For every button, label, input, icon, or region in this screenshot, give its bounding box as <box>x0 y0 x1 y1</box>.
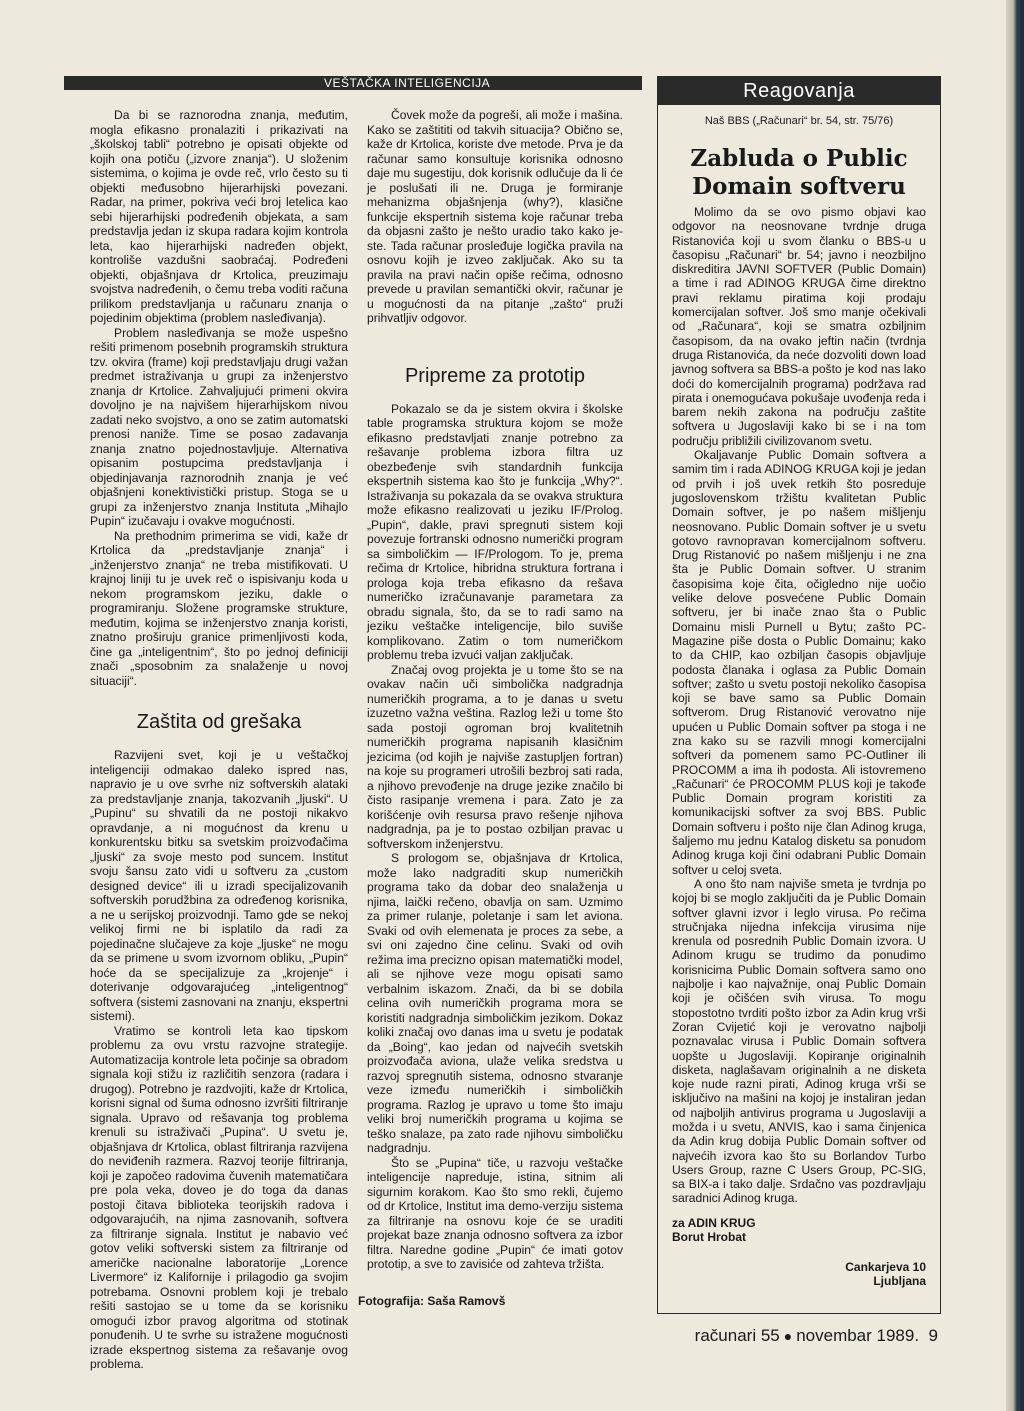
paragraph: A ono što nam najviše smeta je tvrdnja po kojoj bi se moglo zaključiti da je Public Domain softver glavni izvor i leglo virusa. Po rečima stručnjaka nijedna infekcija virusima nije krenula od posrednih Public Domain izvora. U Adinom krugu se trudimo da ponudimo korisnicima Public Domain softvera samo ono najbolje i kao najvažnije, onaj Public Domain koji je očišćen svih virusa. To mogu stopostotno tvrditi pošto izbor za Adin krug vrši Zoran Cvijetić koji je verovatno najbolji poznavalac virusa i Public Domain softvera uopšte u Jugoslaviji. Kopiranje originalnih disketa, naglašavam originalnih a ne disketa koje nude razni pirati, Adinog kruga vrši se isključivo na mašini na kojoj je instaliran jedan od najboljih antivirus programa u Jugoslaviji a možda i u svetu, ANVIS, kao i sama činjenica da Adin krug dobija Public Domain softver od najvećih izvora kao što su Borlandov Turbo Users Group, razne C Users Group, PC-SIG, sa BIX-a i tako dalje. Srdačno vas pozdravljaju saradnici Adinog kruga. <box>672 876 926 1206</box>
sidebar-title: Zabluda o Public Domain softveru <box>690 145 908 200</box>
signature <box>658 1216 940 1244</box>
sidebar-header: Reagovanja <box>658 77 940 105</box>
signature-name: Borut Hrobat <box>672 1229 746 1244</box>
paragraph: Čovek može da pogreši, ali može i mašina. Kako se zaštititi od takvih situacija? Obično se, kaže dr Krtolica, koriste dve metode. Prva je da računar samo konsultuje korisnika odnosno daje mu sugestiju, dok korisnik odlučuje da li će je poslušati ili ne. Druga je formiranje mehanizma objašnjenja (why?), klasične funkcije ekspertnih sistema koje računar treba da objasni zašto je nešto uradio tako kako je-ste. Tada računar prosleđuje logička pravila na osnovu kojih je izveo zaključak. Ako su ta pravila na pravi način opiše rečima, odnosno prevede u pravilan semantički okvir, računar je u mogućnosti da na pitanje „zašto“ pruži prihvatljiv odgovor. <box>367 108 623 325</box>
paragraph: Molimo da se ovo pismo objavi kao odgovor na neosnovane tvrdnje druga Ristanovića koji u svom članku o BBS-u u časopisu „Računari“ br. 54; javno i neozbiljno diskreditira JAVNI SOFTVER (Public Domain) a time i rad ADINOG KRUGA čime direktno pravi reklamu piratima koji prodaju komercijalan softver. Još smo manje očekivali od „Računara“, koji se smatra ozbiljnim časopisom, da na ovako jeftin način (tvrdnja druga Ristanovića, da neće dozvoliti down load javnog softvera sa BBS-a pošto je kod nas lako doći do komercijalnih programa) podržava rad pirata i onemogućava pokušaje uvođenja reda i barem nekih zakona na području zaštite softvera u Jugoslaviji kako bi se i na tom području približili civilizovanom svetu. <box>672 205 926 448</box>
magazine-issue: računari 55 <box>694 1326 780 1345</box>
sidebar-reference: Naš BBS („Računari“ br. 54, str. 75/76) <box>704 115 894 127</box>
paragraph: Na prethodnim primerima se vidi, kaže dr Krtolica da „predstavljanje znanja“ i „inženjerstvo znanja“ ne treba mistifikovati. U krajnoj liniji tu je uvek reč o ispisivanju koda u nekom programskom jeziku, dakle o programiranju. Složene programske strukture, međutim, kojima se inženjerstvo znanja koristi, znatno proširuju granice primenljivosti koda, čine ga „inteligentnim“, što po jednoj definiciji znači „sposobnim za snalaženje u novoj situaciji“. <box>90 528 348 688</box>
address-street: Cankarjeva 10 <box>845 1259 926 1274</box>
page-edge <box>1006 0 1024 1411</box>
article-column-1 <box>90 108 348 1372</box>
address <box>658 1260 940 1288</box>
address-city: Ljubljana <box>873 1273 926 1288</box>
paragraph: Problem nasleđivanja se može uspešno rešiti primenom posebnih programskih struktura tzv. okvira (frame) koji predstavljaju drugi važan predmet istraživanja u grupi za inženjerstvo znanja dr Krtolice. Zahvaljujući primeni okvira dovoljno je na najvišem hijerarhijskom nivou zadati neko svojstvo, a ono se zatim automatski prenosi naniže. Time se posao zadavanja znanja znatno pojednostavljuje. Alternativa opisanim postupcima predstavljanja i objedinjavanja raznorodnih znanja je već objašnjeni konektivistički pristup. Stoga se u grupi za inženjerstvo znanja Instituta „Mihajlo Pupin“ izučavaju i ovakve mogućnosti. <box>90 325 348 528</box>
page-number: 9 <box>928 1326 938 1345</box>
paragraph: Da bi se raznorodna znanja, međutim, mogla efikasno pronalaziti i prikazivati na „školskoj tabli“ potrebno je opisati objekte od kojih ona potiču („izvore znanja“). U složenim sistemima, o kojima je ovde reč, vrlo često su ti objekti međusobno hijerarhijski povezani. Radar, na primer, pokriva veći broj letelica kao sebi hijerarhijski podređenih objekata, a sam predstavlja jedan iz skupa radara kojim kontrola leta, kao hijerarhijski nadređen objekt, kontroliše vazdušni saobraćaj. Podređeni objekti, objašnjava dr Krtolica, preuzimaju svojstva nadređenih, o čemu treba voditi računa prilikom predstavljanja u računaru znanja o pojedinim objektima (problem nasleđivanja). <box>90 108 348 325</box>
paragraph: Okaljavanje Public Domain softvera a samim tim i rada ADINOG KRUGA koji je jedan od prvih i još uvek retkih što posreduje jugoslovenskom tržištu kvalitetan Public Domain softver, je po našem mišljenju neosnovano. Public Domain softver je u svetu gotovo ravnopravan komercijalnom softveru. Drug Ristanović po našem mišljenju i ne zna šta je Public Domain softver. U stranim časopisima koje čita, očigledno nije uočio velike delove posvećene Public Domain softveru, jer bi inače znao šta o Public Domainu misli Purnell u Bytu; zašto PC-Magazine piše dosta o Public Domainu; kako to da CHIP, kao ozbiljan časopis objavljuje podosta članaka i oglasa za Public Domain softver; zašto u svetu postoji nekoliko časopisa koji se bave samo sa Public Domain softverom. Drug Ristanović verovatno nije upućen u Public Domain softver pa stoga i ne zna kako su se razvili mnogi komercijalni softveri da pomenem samo PC-Outliner ili PROCOMM a ima ih podosta. Ali istovremeno „Računari“ će PROCOMM PLUS koji je takođe Public Domain program koristiti za komunikacijski softver za svoj BBS. Public Domain softveru i pošto nije član Adinog kruga, šaljemo mu jednu Katalog disketu sa ponudom Adinog kruga koji čini odabrani Public Domain softver u celoj sveta. <box>672 448 926 877</box>
article-column-2 <box>367 108 623 1272</box>
issue-date: novembar 1989. <box>796 1326 920 1345</box>
paragraph: Značaj ovog projekta je u tome što se na ovakav način uči simbolička nadgradnja numeričkih programa, a to je danas u svetu izuzetno važna veština. Razlog leži u tome što sada postoji ogroman broj kvalitetnih numeričkih programa napisanih klasičnim jezicima (od kojih je najviše zastupljen fortran) na koje su programeri utrošili bezbroj sati rada, a njihovo prevođenje na druge jezike značilo bi čisto rasipanje vremena i para. Zato je za korišćenje ovih resursa pravo rešenje njihova nadgradnja, pa je to postao ozbiljan pravac u softverskom inženjerstvu. <box>367 662 623 851</box>
photo-credit: Fotografija: Saša Ramovš <box>358 1294 506 1308</box>
paragraph: Pokazalo se da je sistem okvira i školske table programska struktura kojom se može efikasno predstavljati znanje potrebno za rešavanje problema izbora filtra uz obezbeđenje svih standardnih funkcija ekspertnih sistema kao što je funkcija „Why?“. Istraživanja su pokazala da se ovakva struktura može efikasno realizovati u jeziku IF/Prolog. „Pupin“, dakle, pravi spregnuti sistem koji povezuje fortranski odnosno numerički program sa simboličkim — IF/Prologom. To je, prema rečima dr Krtolice, hibridna struktura fortrana i prologa koja treba efikasno da rešava numeričko izračunavanje parametara za obradu signala, što, da se to radi samo na jeziku veštačke inteligencije, bilo suviše komplikovano. Zatim o tom numeričkom problemu treba izvući valjan zaključak. <box>367 401 623 662</box>
signature-line: za ADIN KRUG <box>672 1215 756 1230</box>
sidebar-body <box>658 205 940 1206</box>
paragraph: Što se „Pupina“ tiče, u razvoju veštačke inteligencije napreduje, istina, sitnim ali sigurnim korakom. Kao što smo rekli, čujemo od dr Krtolice, Institut ima demo-verziju sistema za filtriranje na osnovu koje će se uraditi projekat baze znanja odnosno softvera za izbor filtra. Naredne godine „Pupin“ će imati gotov prototip, a sve to zavisiće od zahteva tržišta. <box>367 1155 623 1271</box>
subheading: Zaštita od grešaka <box>136 711 302 733</box>
bullet-icon: ● <box>783 1328 793 1344</box>
section-header-bar <box>64 76 642 90</box>
paragraph: Razvijeni svet, koji je u veštačkoj inteligenciji odmakao daleko ispred nas, napravio je u ove svrhe niz softverskih alataki za predstavljanje znanja, takozvanih „ljuski“. U „Pupinu“ su shvatili da ne postoji nikakvo opravdanje, a ni mogućnost da krenu u konkurentsku bitku sa svetskim proizvođačima „ljuski“ za svoje mesto pod suncem. Institut svoju šansu zato vidi u softveru za „custom designed device“ ili u izradi specijalizovanih softverskih porudžbina za određenog korisnika, a ne u serijskoj proizvodnji. Tamo gde se nekoj velikoj firmi ne bi isplatilo da radi za pojedinačne slučajeve za koje „ljuske“ ne mogu da se primene u svom izvornom obliku, „Pupin“ hoće da se specijalizuje za „krojenje“ i doterivanje odgovarajućeg „inteligentnog“ softvera (sistemi zasnovani na znanju, ekspertni sistemi). <box>90 748 348 1023</box>
paragraph: Vratimo se kontroli leta kao tipskom problemu za ovu vrstu razvojne strategije. Automatizacija kontrole leta počinje sa obradom signala koji stižu iz različitih senzora (radara i drugog). Potrebno je razdvojiti, kaže dr Krtolica, korisni signal od šuma odnosno izvršiti filtriranje signala. Upravo od rešavanja tog problema krenuli su istraživači „Pupina“. U svetu je, objašnjava dr Krtolica, oblast filtriranja razvijena do neviđenih razmera. Razvoj teorije filtriranja, koji je započeo radovima čuvenih matematičara pre pola veka, doveo je do toga da danas postoji čitava biblioteka teorijskih radova i odgovarajućih, na njima zasnovanih, softvera za filtriranje signala. Institut je nabavio već gotov veliki softverski sistem za filtriranje od američke nacionalne laboratorije „Lorence Livermore“ iz Kalifornije i prilagodio ga svojim potrebama. Osnovni problem koji je trebalo rešiti sastojao se u tome da se korisniku omogući izbor pravog algoritma od stotinak ponuđenih. U te svrhe su istražene mogućnosti izrade ekspertnog sistema za rešavanje ovog problema. <box>90 1023 348 1371</box>
sidebar-box <box>657 76 941 1314</box>
subheading: Pripreme za prototip <box>404 364 586 387</box>
paragraph: S prologom se, objašnjava dr Krtolica, može lako nadgraditi skup numeričkih programa tako da dobar deo snalaženja u njima, laički rečeno, obavlja on sam. Uzmimo za primer rulanje, poletanje i sam let aviona. Svaki od ovih elemenata je proces za sebe, a svi oni zajedno čine celinu. Svaki od ovih režima ima precizno opisan matematički model, ali se njihove veze mogu opisati samo verbalnim iskazom. Znači, da bi se dobila celina ovih numeričkih programa mora se koristiti nadgradnja simboličkim jezikom. Dokaz koliki značaj ovo danas ima u svetu je podatak da „Boing“, kao jedan od najvećih svetskih proizvođača aviona, ulaže velika sredstva u razvoj spregnutih sistema, odnosno stvaranje veze između numeričkih i simboličkih programa. Razlog je upravo u tome što imaju veliki broj numeričkih programa u kojima se teško snalaze, pa zato rade njihovu simboličku nadgradnju. <box>367 851 623 1155</box>
page-footer <box>695 1326 938 1346</box>
section-header: VEŠTAČKA INTELIGENCIJA <box>314 76 500 90</box>
